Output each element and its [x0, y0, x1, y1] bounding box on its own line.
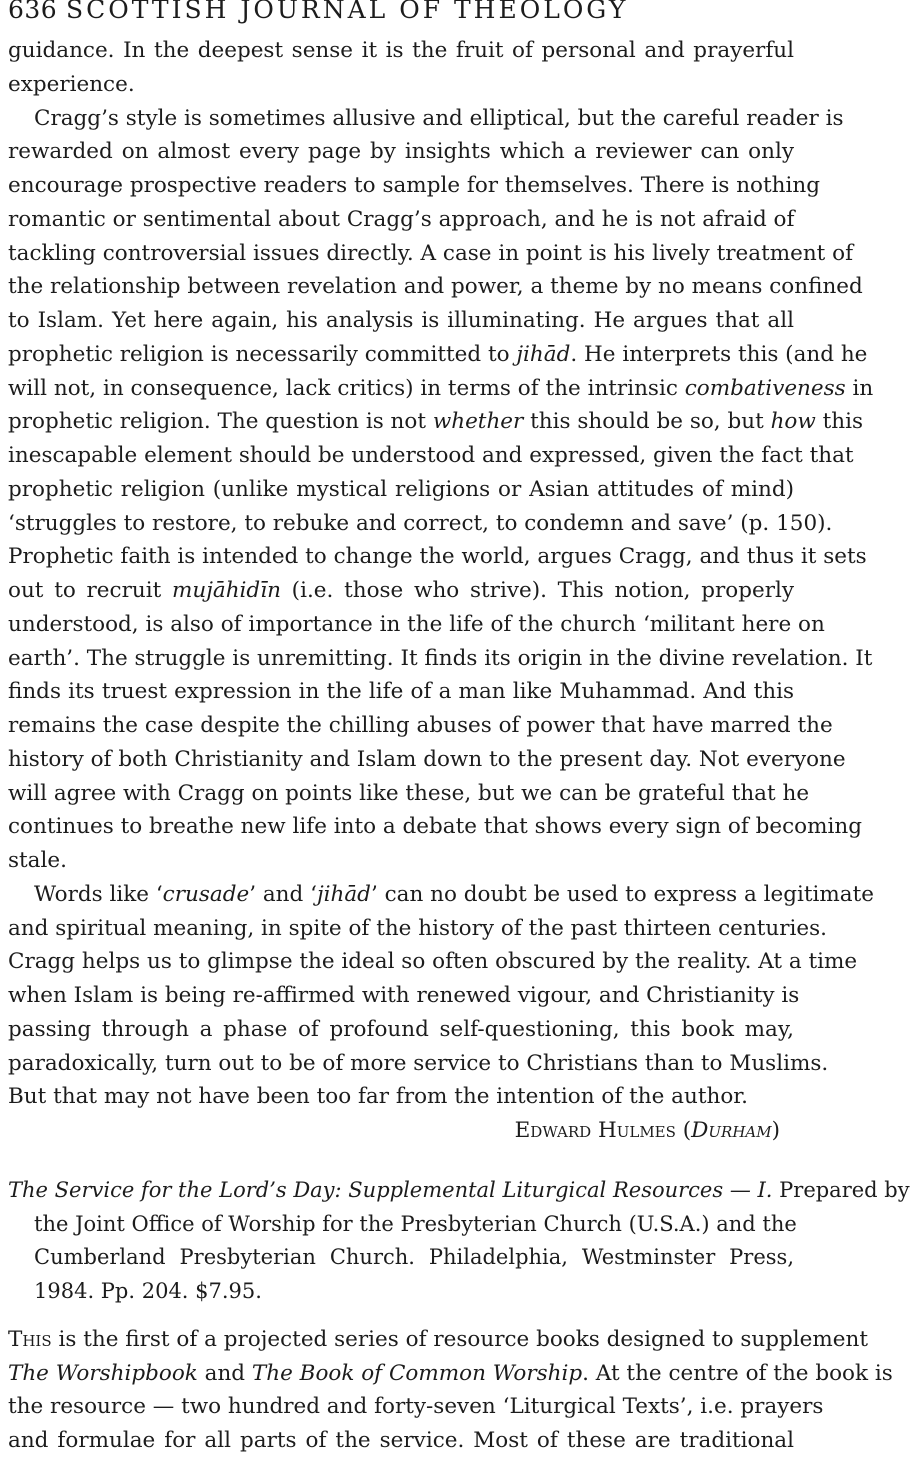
- page-number: 636: [8, 0, 58, 24]
- italic-term: crusade: [162, 881, 250, 907]
- text-line: rewarded on almost every page by insights which a reviewer can only: [8, 139, 794, 165]
- text-line: out to recruit mujāhidīn (i.e. those who strive). This notion, properly: [8, 578, 794, 603]
- text-line: and spiritual meaning, in spite of the history of the past thirteen centuries.: [8, 915, 827, 941]
- book-title: The Service for the Lord’s Day: Supplemental Liturgical Resources — I.: [8, 1177, 773, 1202]
- section-gap: [8, 1148, 794, 1174]
- text-line: and formulae for all parts of the service. Most of these are traditional: [8, 1428, 794, 1453]
- text-line: remains the case despite the chilling abuses of power that have marred the: [8, 713, 833, 738]
- opening-word: This: [8, 1326, 52, 1352]
- text-line: ‘struggles to restore, to rebuke and correct, to condemn and save’ (p. 150).: [8, 510, 833, 536]
- citation-line: the Joint Office of Worship for the Presbyterian Church (U.S.A.) and the: [34, 1211, 797, 1236]
- paragraph-review-start: [8, 1323, 893, 1458]
- running-head: [8, 0, 794, 30]
- text-line: the resource — two hundred and forty-seven ‘Liturgical Texts’, i.e. prayers: [8, 1394, 824, 1420]
- text-line: stale.: [8, 848, 67, 873]
- text-line: prophetic religion is necessarily committed to jihād. He interprets this (and he: [8, 341, 868, 367]
- section-gap: [8, 1309, 794, 1323]
- text-line: finds its truest expression in the life of a man like Muhammad. And this: [8, 679, 794, 705]
- book-citation: [8, 1174, 910, 1309]
- text-line: Words like ‘crusade’ and ‘jihād’ can no doubt be used to express a legitimate: [34, 881, 874, 907]
- italic-term: whether: [432, 409, 524, 435]
- text-line: But that may not have been too far from the intention of the author.: [8, 1084, 749, 1110]
- text-line: understood, is also of importance in the life of the church ‘militant here on: [8, 611, 825, 637]
- text-line: Prophetic faith is intended to change the world, argues Cragg, and thus it sets: [8, 544, 867, 570]
- text-line: guidance. In the deepest sense it is the fruit of personal and prayerful: [8, 38, 794, 63]
- italic-term: combativeness: [684, 375, 846, 401]
- book-title: The Worshipbook: [8, 1360, 198, 1386]
- journal-title: SCOTTISH JOURNAL OF THEOLOGY: [66, 0, 629, 24]
- text-line: inescapable element should be understood and expressed, given the fact that: [8, 443, 854, 468]
- text-line: The Worshipbook and The Book of Common Worship. At the centre of the book is: [8, 1360, 893, 1386]
- text-line: prophetic religion. The question is not whether this should be so, but how this: [8, 409, 863, 435]
- text-line: Cragg’s style is sometimes allusive and elliptical, but the careful reader is: [34, 105, 844, 131]
- text-line: romantic or sentimental about Cragg’s approach, and he is not afraid of: [8, 206, 795, 232]
- text-line: passing through a phase of profound self-questioning, this book may,: [8, 1016, 794, 1042]
- italic-term: jihād: [316, 881, 371, 907]
- citation-line: Cumberland Presbyterian Church. Philadelphia, Westminster Press,: [34, 1245, 794, 1270]
- text-line: paradoxically, turn out to be of more service to Christians than to Muslims.: [8, 1050, 829, 1076]
- paragraph-style: [8, 102, 874, 878]
- text-line: This is the first of a projected series of resource books designed to supplement: [8, 1326, 868, 1352]
- text-line: Cragg helps us to glimpse the ideal so often obscured by the reality. At a time: [8, 949, 858, 975]
- reviewer-signature: Edward Hulmes (Durham): [514, 1118, 780, 1143]
- text-line: encourage prospective readers to sample for themselves. There is nothing: [8, 173, 820, 198]
- text-line: the relationship between revelation and power, a theme by no means confined: [8, 274, 863, 300]
- reviewer-name: Edward Hulmes: [514, 1118, 676, 1143]
- text-line: continues to breathe new life into a debate that shows every sign of becoming: [8, 814, 862, 840]
- italic-term: how: [770, 409, 816, 435]
- book-title: The Book of Common Worship: [251, 1360, 583, 1386]
- text-line: to Islam. Yet here again, his analysis is illuminating. He argues that all: [8, 308, 794, 333]
- text-line: will agree with Cragg on points like these, but we can be grateful that he: [8, 780, 810, 806]
- citation-line: The Service for the Lord’s Day: Supplemental Liturgical Resources — I. Prepared by: [8, 1177, 910, 1202]
- paragraph-conclusion: [8, 878, 874, 1114]
- text-line: will not, in consequence, lack critics) in terms of the intrinsic combativeness in: [8, 375, 874, 401]
- paragraph-continued: [8, 34, 794, 102]
- reviewer-affiliation: Durham: [691, 1118, 772, 1143]
- italic-term: mujāhidīn: [171, 578, 281, 603]
- text-line: experience.: [8, 71, 135, 97]
- italic-term: jihād: [516, 341, 571, 367]
- text-line: earth’. The struggle is unremitting. It finds its origin in the divine revelation. It: [8, 645, 873, 671]
- text-line: history of both Christianity and Islam down to the present day. Not everyone: [8, 746, 846, 772]
- text-line: prophetic religion (unlike mystical religions or Asian attitudes of mind): [8, 476, 794, 502]
- citation-line: 1984. Pp. 204. $7.95.: [34, 1279, 262, 1303]
- text-line: when Islam is being re-affirmed with renewed vigour, and Christianity is: [8, 983, 800, 1008]
- text-line: tackling controversial issues directly. A case in point is his lively treatment of: [8, 240, 854, 266]
